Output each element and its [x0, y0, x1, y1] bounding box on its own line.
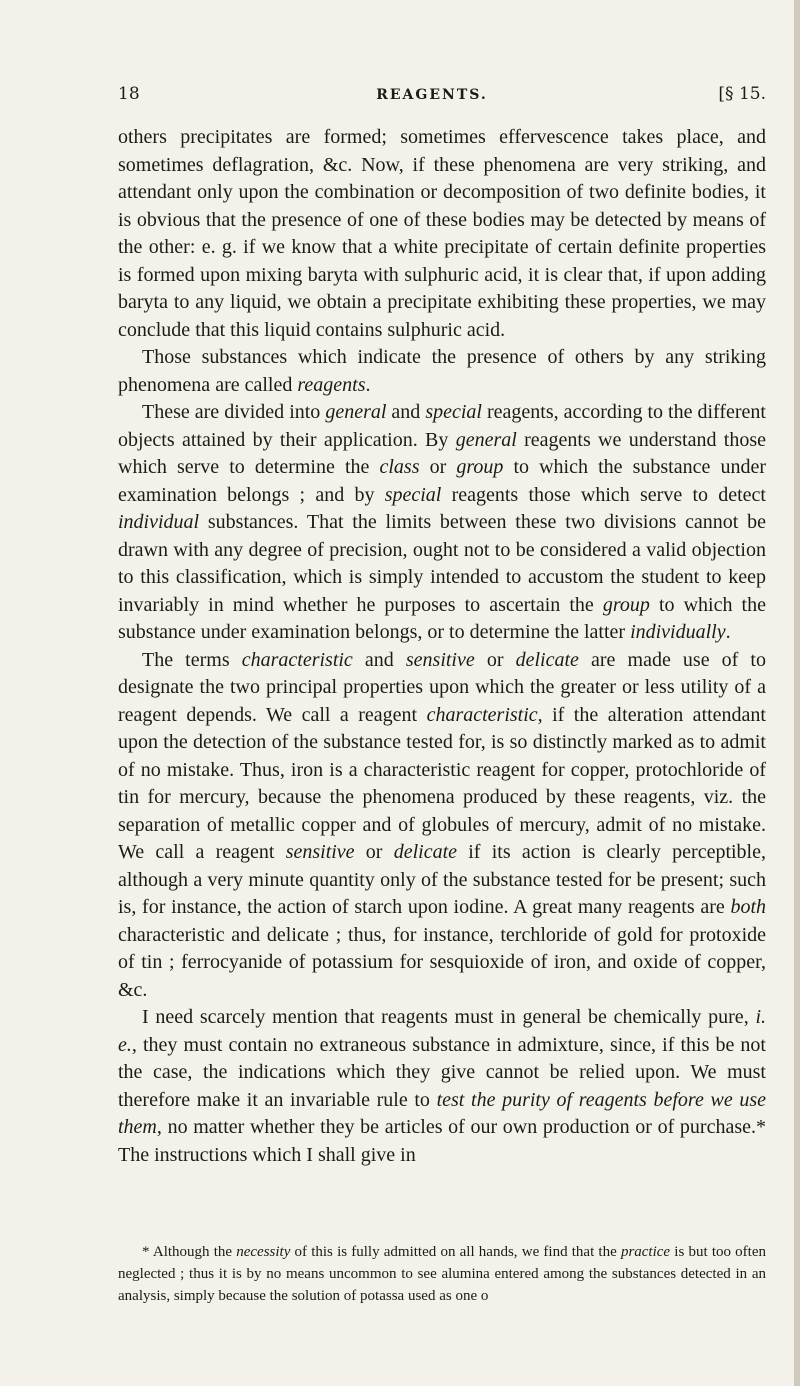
- emphasis: group: [602, 593, 650, 616]
- emphasis: individual: [118, 511, 200, 533]
- emphasis: general: [325, 401, 387, 423]
- emphasis: delicate: [393, 841, 458, 863]
- emphasis: individually: [630, 621, 726, 643]
- emphasis: delicate: [515, 648, 579, 671]
- emphasis: special: [425, 401, 482, 423]
- running-title: REAGENTS.: [376, 87, 488, 103]
- emphasis: both: [730, 896, 766, 918]
- emphasis: characteristic: [426, 703, 538, 726]
- paragraph-4: The terms characteristic and sensitive or delicate are made use of to designate the two principal properties upon which the greater or less utility of a reagent depends. We call a reagent characteristic, if the alteration attendant upon the detection of the substance tested for, is so distinctly marked as to admit of no mistake. Thus, iron is a characteristic reagent for copper, protochloride of tin for mercury, because the phenomena produced by these reagents, viz. the separation of metallic copper and of globules of mercury, admit of no mistake. We call a reagent sensitive or delicate if its action is clearly perceptible, although a very minute quantity only of the substance tested for be present; such is, for instance, the action of starch upon iodine. A great many reagents are both characteristic and delicate ; thus, for instance, terchloride of gold for protoxide of tin ; ferrocyanide of potassium for sesquioxide of iron, and oxide of copper, &c.: [118, 648, 766, 1001]
- emphasis: necessity: [236, 1244, 291, 1260]
- emphasis: class: [379, 456, 420, 478]
- emphasis: i. e.: [118, 1006, 766, 1056]
- section-reference: [§ 15.: [718, 84, 766, 104]
- footnote-text: * Although the necessity of this is fully admitted on all hands, we find that the practice is but too often neglected ; thus it is by no means uncommon to see alumina entered among the substances detected in an analysis, simply because the solution of potassa used as one o: [118, 1244, 766, 1304]
- running-header: [98, 84, 766, 110]
- body-text: [118, 124, 766, 1169]
- page-number: 18: [118, 84, 140, 104]
- footnote: [118, 1241, 766, 1307]
- emphasis: test the purity of reagents before we use them: [118, 1088, 766, 1138]
- paragraph-1: others precipitates are formed; sometimes effervescence takes place, and sometimes deflagration, &c. Now, if these phenomena are very striking, and attendant only upon the combination or decomposition of two definite bodies, it is obvious that the presence of one of these bodies may be detected by means of the other: e. g. if we know that a white precipitate of certain definite properties is formed upon mixing baryta with sulphuric acid, it is clear that, if upon adding baryta to any liquid, we obtain a precipitate exhibiting these properties, we may conclude that this liquid contains sulphuric acid.: [118, 126, 766, 341]
- page-edge-shadow: [794, 0, 800, 1386]
- emphasis: sensitive: [285, 841, 355, 863]
- paragraph-3: These are divided into general and special reagents, according to the different objects attained by their application. By general reagents we understand those which serve to determine the class or group to which the substance under examination belongs ; and by special reagents those which serve to detect individual substances. That the limits between these two divisions cannot be drawn with any degree of precision, ought not to be considered a valid objection to this classification, which is simply intended to accustom the student to keep invariably in mind whether he purposes to ascertain the group to which the substance under examination belongs, or to determine the latter individually.: [118, 401, 766, 643]
- emphasis: sensitive: [405, 648, 475, 671]
- emphasis: special: [384, 483, 442, 506]
- emphasis: practice: [620, 1244, 671, 1260]
- paragraph-2: Those substances which indicate the presence of others by any striking phenomena are called reagents.: [118, 346, 766, 396]
- paragraph-5: I need scarcely mention that reagents must in general be chemically pure, i. e., they must contain no extraneous substance in admixture, since, if this be not the case, the indications which they give cannot be relied upon. We must therefore make it an invariable rule to test the purity of reagents before we use them, no matter whether they be articles of our own production or of purchase.* The instructions which I shall give in: [118, 1006, 766, 1166]
- emphasis: reagents: [297, 373, 366, 396]
- emphasis: characteristic: [241, 648, 353, 671]
- emphasis: general: [455, 428, 517, 451]
- emphasis: group: [456, 456, 504, 478]
